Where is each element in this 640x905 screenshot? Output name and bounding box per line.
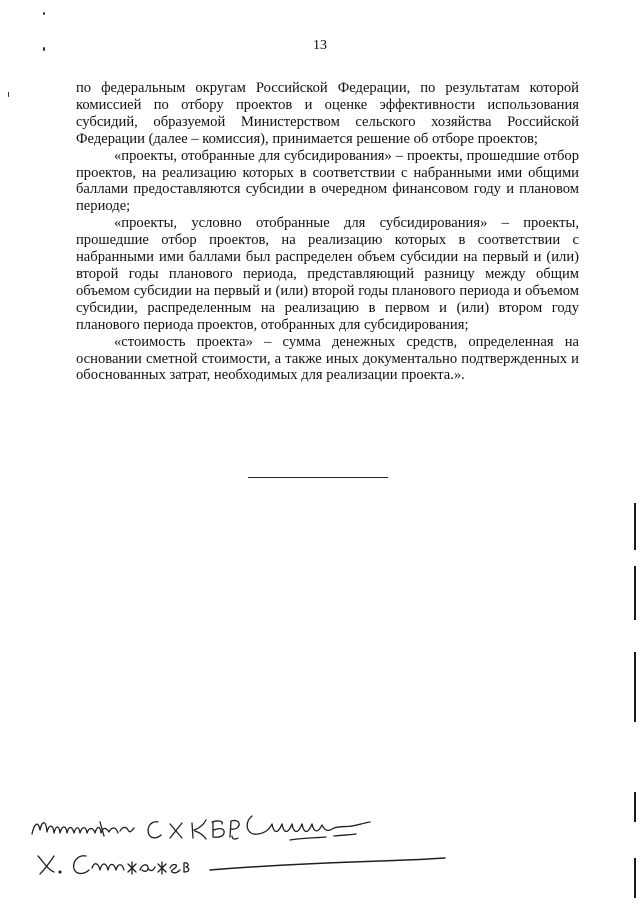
page-number: 13 — [313, 38, 327, 53]
scan-speck — [43, 12, 45, 15]
signature-image — [20, 800, 460, 890]
scan-edge-mark — [634, 858, 636, 898]
scan-edge-mark — [634, 566, 636, 620]
scan-edge-mark — [634, 503, 636, 550]
end-of-text-rule — [248, 477, 388, 478]
scan-edge-mark — [634, 792, 636, 822]
paragraph-3: «проекты, условно отобранные для субсидирования» – проекты, прошедшие отбор проектов, на реализацию которых в соответствии с набранными ими баллами был распределен объем субсидии на первый и (или) второй годы планового периода, представляющий разницу между общим объемом субсидии на первый и (или) второй годы планового периода и объемом субсидии, распределенным на реализацию в первом и (или) втором году планового периода проектов, отобранных для субсидирования; — [76, 215, 579, 333]
scan-edge-mark — [634, 652, 636, 722]
document-body — [76, 80, 579, 384]
scan-speck — [8, 92, 9, 97]
scan-speck — [43, 47, 45, 51]
paragraph-4: «стоимость проекта» – сумма денежных средств, определенная на основании сметной стоимости, а также иных документально подтвержденных и обоснованных затрат, необходимых для реализации проекта.». — [76, 333, 579, 384]
paragraph-1: по федеральным округам Российской Федерации, по результатам которой комиссией по отбору проектов и оценке эффективности использования субсидий, образуемой Министерством сельского хозяйства Российской Федерации (далее – комиссия), принимается решение об отборе проектов; — [76, 80, 579, 147]
paragraph-2: «проекты, отобранные для субсидирования» – проекты, прошедшие отбор проектов, на реализацию которых в соответствии с набранными ими общими баллами предоставляются субсидии в очередном финансовом году и плановом периоде; — [76, 147, 579, 215]
